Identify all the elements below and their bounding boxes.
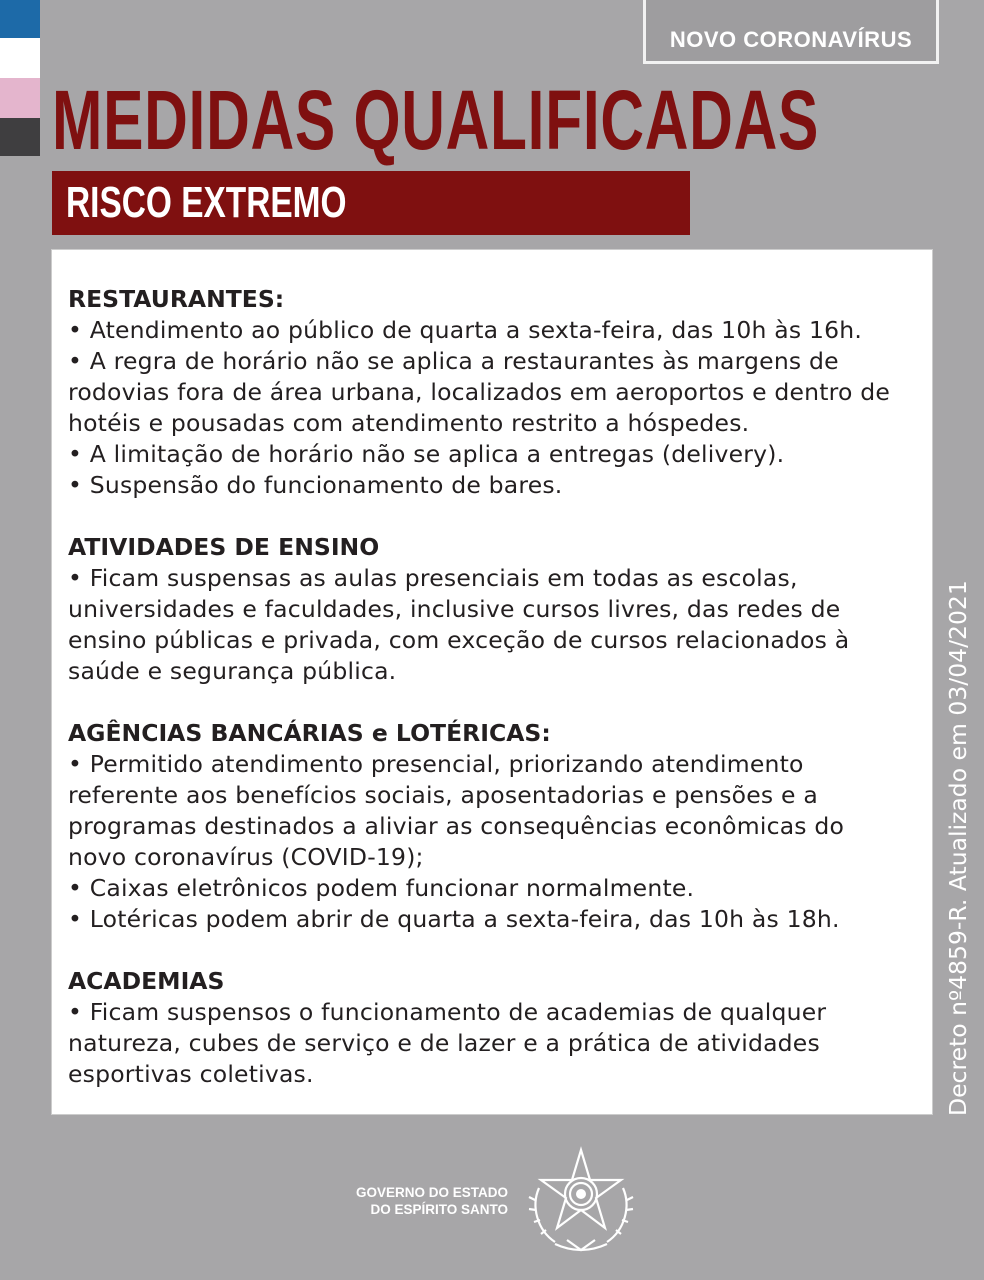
section-line: novo coronavírus (COVID-19); <box>68 843 424 871</box>
risk-level-label: RISCO EXTREMO <box>66 178 347 227</box>
section-line: esportivas coletivas. <box>68 1060 314 1088</box>
page-title: MEDIDAS QUALIFICADAS <box>52 73 820 167</box>
section-heading: RESTAURANTES: <box>68 285 285 313</box>
section-line: • Atendimento ao público de quarta a sexta-feira, das 10h às 16h. <box>68 316 863 344</box>
section-line: • Ficam suspensas as aulas presenciais em todas as escolas, <box>68 564 798 592</box>
section-line: rodovias fora de área urbana, localizados em aeroportos e dentro de <box>68 378 891 406</box>
section-education <box>68 532 916 687</box>
measures-card <box>51 249 933 1115</box>
section-line: saúde e segurança pública. <box>68 657 397 685</box>
decree-note: Decreto nº4859-R. Atualizado em 03/04/2021 <box>944 580 972 1116</box>
section-heading: ATIVIDADES DE ENSINO <box>68 533 380 561</box>
government-name <box>344 1184 508 1218</box>
color-stripes <box>0 0 40 156</box>
section-heading: ACADEMIAS <box>68 967 225 995</box>
stripe-dark <box>0 118 40 156</box>
government-name-line1: GOVERNO DO ESTADO <box>355 1185 508 1200</box>
section-line: • Permitido atendimento presencial, priorizando atendimento <box>68 750 804 778</box>
section-line: • Ficam suspensos o funcionamento de academias de qualquer <box>68 998 827 1026</box>
section-line: programas destinados a aliviar as consequências econômicas do <box>68 812 845 840</box>
section-line: • Caixas eletrônicos podem funcionar normalmente. <box>68 874 695 902</box>
government-name-line2: DO ESPÍRITO SANTO <box>370 1202 508 1217</box>
section-gyms <box>68 966 916 1090</box>
section-line: hotéis e pousadas com atendimento restrito a hóspedes. <box>68 409 750 437</box>
section-line: natureza, cubes de serviço e de lazer e a prática de atividades <box>68 1029 820 1057</box>
section-line: • Lotéricas podem abrir de quarta a sexta-feira, das 10h às 18h. <box>68 905 840 933</box>
stripe-white <box>0 38 40 78</box>
state-coat-of-arms-icon <box>527 1144 635 1256</box>
section-line: ensino públicas e privada, com exceção de cursos relacionados à <box>68 626 850 654</box>
section-banks <box>68 718 916 935</box>
section-restaurants <box>68 284 916 501</box>
section-heading: AGÊNCIAS BANCÁRIAS e LOTÉRICAS: <box>68 719 551 747</box>
risk-level-banner <box>52 171 690 235</box>
section-line: universidades e faculdades, inclusive cursos livres, das redes de <box>68 595 841 623</box>
stripe-pink <box>0 78 40 118</box>
section-line: • Suspensão do funcionamento de bares. <box>68 471 563 499</box>
section-line: • A regra de horário não se aplica a restaurantes às margens de <box>68 347 839 375</box>
topic-badge: NOVO CORONAVÍRUS <box>643 0 939 64</box>
section-line: • A limitação de horário não se aplica a entregas (delivery). <box>68 440 785 468</box>
section-line: referente aos benefícios sociais, aposentadorias e pensões e a <box>68 781 818 809</box>
stripe-blue <box>0 0 40 38</box>
